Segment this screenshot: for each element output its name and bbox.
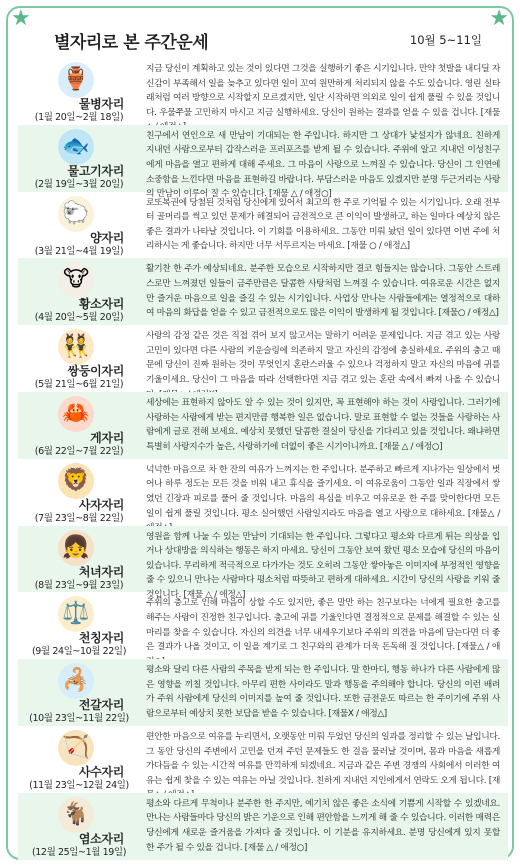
- sign-row-gemini: [18, 325, 508, 392]
- taurus-icon: 🐮: [58, 262, 94, 298]
- star-icon: ★: [489, 6, 509, 31]
- sign-row-capricorn: [18, 793, 508, 860]
- page-title: 별자리로 본 주간운세: [54, 33, 209, 53]
- horoscope-panel: [6, 6, 514, 860]
- scorpio-icon: 🦂: [58, 663, 94, 699]
- fortune-text: 활기찬 한 주가 예상되네요. 분주한 모습으로 시작하지만 결코 힘들지는 않습니다. 그동안 스트레스로만 느껴졌던 일들이 금주만큼은 달콤한 사탕처럼 느껴질 수 있습니다. 여유로운 시간은 없지만 즐거운 마음으로 일을 즐길 수 있는 시기입니다. 사업상 만나는 사람들에게는 열정적으로 대하여 마음의 화답을 얻을 수 있고 금전적으로도 많은 이익이 발생하게 될 것입니다. [재물○ / 애정△]: [146, 264, 500, 319]
- sagittarius-icon: 🏹: [58, 730, 94, 766]
- virgo-icon: 👧: [58, 530, 94, 566]
- sign-row-sagittarius: [18, 726, 508, 793]
- sign-name: 전갈자리: [78, 698, 124, 713]
- sign-block: [18, 659, 140, 726]
- sign-dates: (7월 23일~8월 22일): [34, 512, 124, 524]
- sign-dates: (9월 24일~10월 22일): [31, 646, 127, 658]
- sign-dates: (1월 20일~2월 18일): [34, 112, 124, 123]
- cancer-icon: 🦀: [58, 396, 94, 432]
- sign-row-virgo: [18, 526, 508, 600]
- sign-block: [18, 258, 140, 325]
- sign-dates: (8월 23일~9월 23일): [34, 579, 124, 591]
- fortune-text: 사랑의 감정 같은 것은 직접 겪어 보지 않고서는 말하기 어려운 문제입니다. 지금 겪고 있는 사랑고민이 있다면 다른 사람의 키운슬링에 의존하지 말고 자신의 감정에 충실하세요. 주위의 충고 때문에 당신이 진짜 원하는 것이 무엇인지 혼란스러울 수 있으나 걱정하지 말고 자신의 마음에 귀를 기울이세요. 당신이 그 마음을 따라 선택한다면 지금 겪고 있는 혼란 속에서 빠져 나올 수 있습니: [146, 331, 500, 385]
- fortune-text: 평소와 다르게 무척이나 분주한 한 주지만, 예기치 않은 좋은 소식에 기쁨게 시작할 수 있겠네요. 만나는 사람들마다 당신의 밝은 기운으로 인해 편안함을 느끼게 해 줄 수 있습니다. 이러한 매력은 당신에게 새로운 즐거움을 가져다 줄 것입니다. 이 기분을 유지하세요. 분명 당신에게 있지 못할 한 주가 될 수 있을 겁니다. [재물 △ / 애정○]: [146, 798, 500, 853]
- sign-name: 물병자리: [78, 97, 124, 111]
- sign-row-taurus: [18, 258, 508, 325]
- sign-block: [18, 526, 140, 593]
- aquarius-icon: 🏺: [58, 62, 94, 98]
- fortune-text: 평소와 달리 다른 사람의 주목을 받게 되는 한 주입니다. 말 한마디, 행동 하나가 다른 사람에게 많은 영향을 끼칠 것입니다. 아무리 편한 사이라도 말과 행동을 주의해야 합니다. 당신의 이런 배려가 주위 사람에게 당신의 이미지를 높여 줄 것입니다. 또한 금전운도 따르는 한 주이기에 주위 사람으로부터 예상치 못한 보답을 받을 수 있습니다. [재물X / 애정△]: [146, 665, 500, 719]
- sign-dates: (6월 22일~7월 22일): [34, 445, 124, 457]
- sign-dates: (3월 21일~4월 19일): [34, 245, 124, 257]
- sign-name: 게자리: [90, 430, 124, 445]
- sign-name: 천칭자리: [78, 631, 124, 646]
- sign-block: [18, 726, 140, 793]
- fortune-text: 편안한 마음으로 여유를 누리면서, 오랫동안 미뤄 두었던 당신의 일과를 정리할 수 있는 날입니다. 그 동안 당신의 주변에서 고민을 던져 주던 문제들도 한 걸음 물러날 것이며, 몸과 마음을 새롭게 가다듬을 수 있는 시간적 여유를 만끽하게 되겠네요. 지금과 같은 주변 경쟁의 사회에서 이러한 여유는 쉽게 찾을 수 있는 여유는 아닐 것입니다. 친하게 지내던 지인에게서 연락도 오게 됩니다. [재: [146, 731, 500, 786]
- pisces-icon: 🐟: [58, 129, 94, 165]
- fortune-text: 로또복권에 당첨된 것처럼 당신에게 있어서 최고의 한 주로 기억될 수 있는 시기입니다. 오래 전부터 골머리를 썩고 있던 문제가 해결되어 금전적으로 큰 이익이 발생하고, 하는 일마다 예상치 않은 좋은 결과가 나타날 것입니다. 이 기회를 이용하세요. 그동안 미뤄 놨던 일이 있다면 이번 주에 처리하시는 게 좋습니다. 하지만 너무 서두르지는 마세요. [재물 ○ / 애정△]: [146, 197, 500, 252]
- fortune-text: 주위의 충고로 인해 마음이 상할 수도 있지만, 좋은 말만 하는 친구보다는 너에게 필요한 충고를 해주는 사람이 진정한 친구입니다. 충고에 귀를 기울인다면 결정적으로 문제를 해결할 수 있는 실마리를 찾을 수 있습니다. 자신의 의견을 너무 내세우기보다 주위의 의견을 마음에 담는다면 더 좋은 결과가 나올 것이고, 이 일을 계기로 그 친구와의 관계가 더욱 돈독해 질 것입니다. [재물△ / 애: [146, 598, 500, 653]
- sign-dates: (4월 20일~5월 20일): [34, 312, 124, 324]
- sign-block: [18, 392, 140, 459]
- libra-icon: ⚖️: [58, 596, 94, 632]
- fortune-text: 넉넉한 마음으로 차 한 잔의 여유가 느껴지는 한 주입니다. 분주하고 빠르게 지나가는 일상에서 벗어나 하루 정도는 모든 것을 비워 내고 휴식을 즐기세요. 이 여유로움이 그동안 일과 직장에서 쌓였던 긴장과 피로를 풀어 줄 것입니다. 마음의 욕심을 비우고 여유로운 한 주를 맞이한다면 모든 일이 쉽게 풀릴 것입니다. 평소 실어했던 사람일지라도 마음을 열고 사랑으로 대하세요. [재물△ /: [146, 464, 500, 519]
- sign-dates: (12월 25일~1월 19일): [31, 846, 127, 858]
- sign-name: 사자자리: [78, 497, 124, 512]
- sign-name: 염소자리: [78, 831, 124, 846]
- sign-row-pisces: [18, 125, 508, 200]
- sign-list: [18, 58, 508, 860]
- sign-block: [18, 793, 140, 860]
- fortune-text: 친구에서 연인으로 새 만남이 기대되는 한 주입니다. 하지만 그 상대가 낯설지가 않네요. 친하게 지내던 사람으로부터 갑작스러운 프러포즈를 받게 될 수 있습니다. 주위에 알고 지내던 이성친구에게 마음을 열고 편하게 대해 주세요. 그 마음이 사랑으로 느껴질 수 있습니다. 당신이 그 인연에 소중함을 느낀다면 마음을 표현하길 바랍니다. 부담스러운 마음도 있겠지만 분명 두근거리는 사랑의 만남이 이루어 질 수 있습니다. [재물 △ / 애정○]: [146, 130, 500, 200]
- sign-name: 양자리: [90, 230, 124, 245]
- gemini-icon: 👯: [58, 329, 94, 365]
- capricorn-icon: 🐐: [58, 797, 94, 833]
- fortune-text: 지금 당신이 계획하고 있는 것이 있다면 그것을 실행하기 좋은 시기입니다. 만약 첫발을 내디딜 자신감이 부족해서 일을 늦추고 있다면 일이 꼬여 원만하게 처리되지 않을 수도 있습니다. 영린 실타래처럼 여러 방향으로 시작할지 모르겠지만, 일단 시작하면 의외로 일이 쉽게 풀릴 수 있을 것입니다. 우물쭈물 고민하지 마시고 지금 실행하세요. 당신이 원하는 결과를 얻을 수 있을 겁니다. [재물: [146, 64, 500, 118]
- sign-row-cancer: [18, 392, 508, 459]
- sign-block: [18, 58, 140, 125]
- sign-row-scorpio: [18, 659, 508, 726]
- sign-dates: (2월 19일~3월 20일): [34, 178, 124, 190]
- sign-row-aquarius: [18, 58, 508, 125]
- sign-block: [18, 459, 140, 526]
- sign-block: [18, 592, 140, 659]
- fortune-text: 세상에는 표현하지 않아도 알 수 있는 것이 있지만, 꼭 표현해야 하는 것이 사랑입니다. 그러기에 사랑하는 사람에게 받는 편지만큼 행복한 일은 없습니다. 말로 표현할 수 없는 것들을 사랑하는 사람에게 글로 전해 보세요. 예상치 못했던 달콤한 결실이 당신을 기다리고 있을 것입니다. 왜냐하면 특별히 사랑지수가 높은, 사랑하기에 더없이 좋은 시기이니까요. [재물 △ / 애정○]: [146, 397, 500, 452]
- sign-dates: (11월 23일~12월 24일): [29, 779, 129, 791]
- sign-name: 사수자리: [78, 764, 124, 779]
- sign-row-libra: [18, 592, 508, 659]
- star-icon: ★: [11, 6, 31, 31]
- sign-name: 물고기자리: [67, 163, 124, 178]
- sign-block: [18, 125, 140, 192]
- sign-row-leo: [18, 459, 508, 526]
- sign-row-aries: [18, 192, 508, 259]
- sign-name: 황소자리: [78, 297, 124, 312]
- leo-icon: 🦁: [58, 463, 94, 499]
- sign-dates: (10월 23일~11월 22일): [29, 713, 129, 725]
- date-range: 10월 5~11일: [409, 33, 482, 47]
- aries-icon: 🐑: [58, 196, 94, 232]
- sign-block: [18, 192, 140, 259]
- header: [26, 20, 500, 56]
- sign-dates: (5월 21일~6월 21일): [34, 379, 124, 391]
- sign-block: [18, 325, 140, 392]
- sign-name: 처녀자리: [78, 564, 124, 579]
- fortune-text: 영원을 함께 나눌 수 있는 만남이 기대되는 한 주입니다. 그렇다고 평소와 다르게 튀는 의상을 입거나 상대방을 의식하는 행동은 하지 마세요. 당신이 그동안 보여 왔던 평소 모습에 당신의 마음이 있습니다. 무리하게 적극적으로 다가가는 것도 오히려 그동안 쌓아놓은 이미지에 부정적인 영향을 줄 수 있으니 만나는 사람마다 평소처럼 따뜻하고 편하게 대하세요. 시간이 당신의 사랑을 키워 줄 것입니다. [재물 △ / 애정△]: [146, 531, 500, 600]
- sign-name: 쌍둥이자리: [67, 364, 124, 379]
